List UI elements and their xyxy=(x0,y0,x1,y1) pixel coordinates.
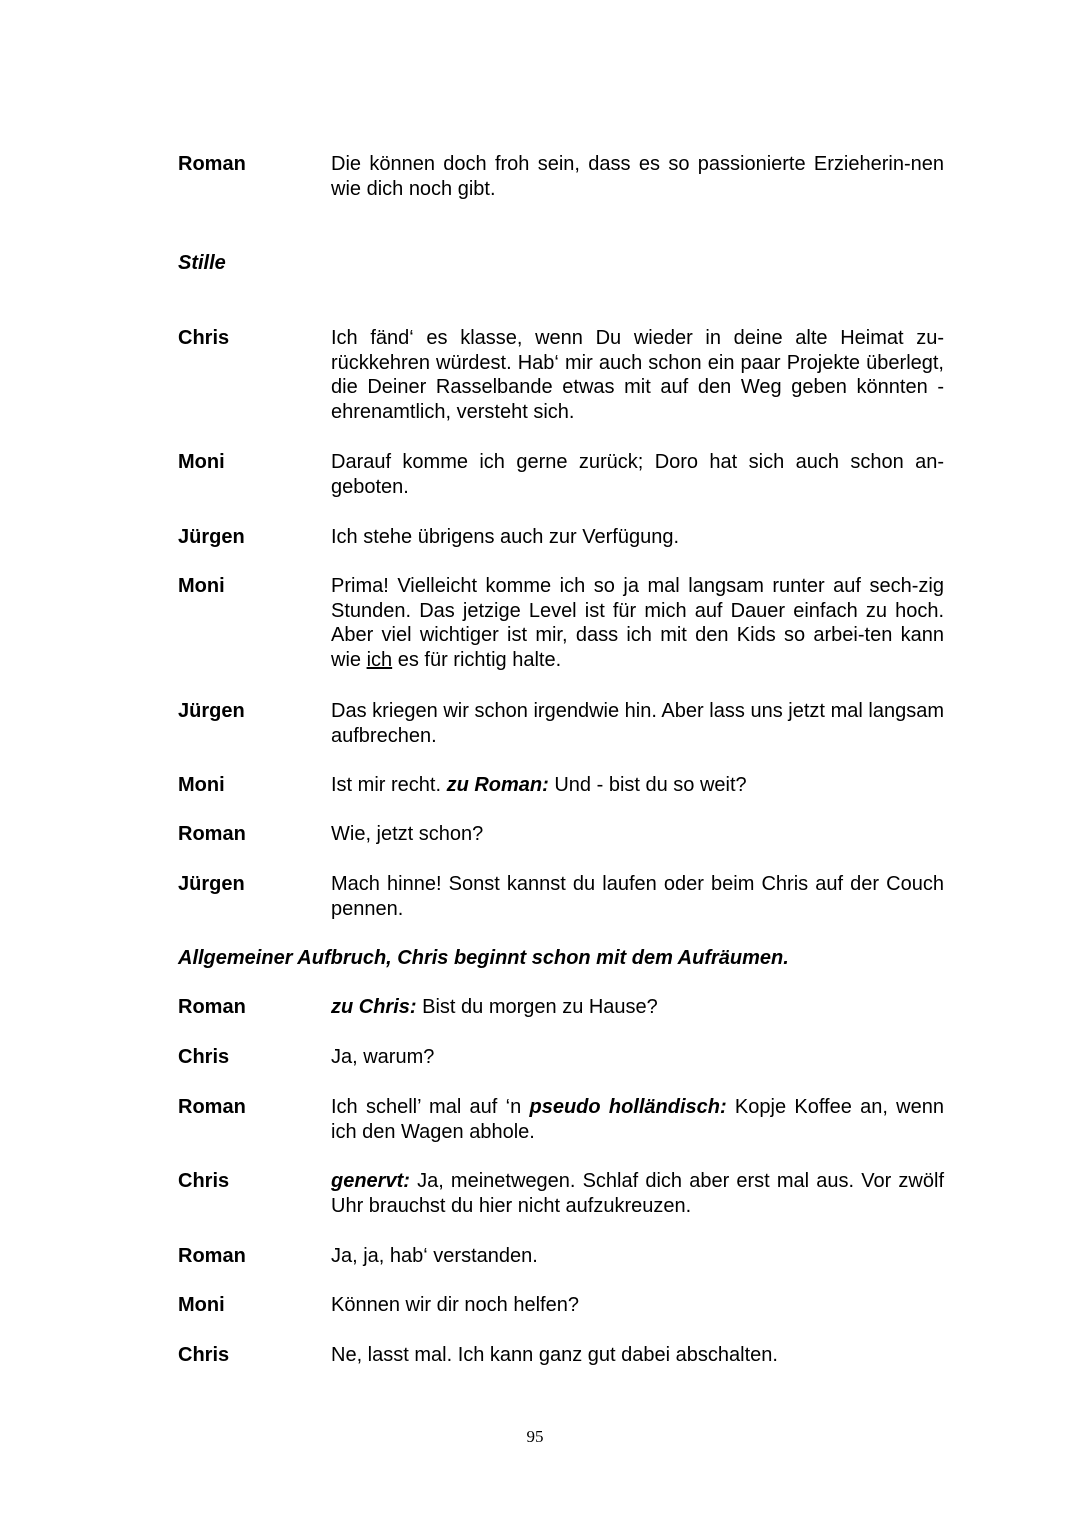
underlined-word: ich xyxy=(366,648,393,671)
text-segment: Ja, meinetwegen. Schlaf dich aber erst mal aus. Vor zwölf Uhr brauchst du hier nicht aufzukreuzen. xyxy=(331,1170,944,1217)
speaker-name: Roman xyxy=(178,1245,246,1267)
dialogue-text: Mach hinne! Sonst kannst du laufen oder beim Chris auf der Couch pennen. xyxy=(331,873,944,920)
speaker-name: Moni xyxy=(178,1294,225,1316)
dialogue-text xyxy=(331,1169,944,1218)
inline-stage-direction: zu Chris: xyxy=(331,996,417,1018)
dialogue-text: Können wir dir noch helfen? xyxy=(331,1294,579,1316)
speaker-name: Moni xyxy=(178,575,225,597)
speaker-name: Chris xyxy=(178,327,230,349)
speaker-name: Jürgen xyxy=(178,526,245,548)
inline-stage-direction: pseudo holländisch: xyxy=(529,1096,727,1118)
dialogue-text: Ja, ja, hab‘ verstanden. xyxy=(331,1245,538,1267)
speaker-name: Jürgen xyxy=(178,873,245,895)
dialogue-text: Darauf komme ich gerne zurück; Doro hat sich auch schon an-geboten. xyxy=(331,451,944,498)
dialogue-text xyxy=(331,773,944,798)
dialogue-text: Die können doch froh sein, dass es so passionierte Erzieherin-nen wie dich noch gibt. xyxy=(331,153,944,200)
dialogue-text: Ja, warum? xyxy=(331,1046,435,1068)
inline-stage-direction: zu Roman: xyxy=(446,774,549,796)
stage-direction: Allgemeiner Aufbruch, Chris beginnt schon mit dem Aufräumen. xyxy=(178,947,789,969)
speaker-name: Chris xyxy=(178,1344,230,1366)
text-segment: Und - bist du so weit? xyxy=(548,774,747,796)
text-segment: es für richtig halte. xyxy=(392,648,562,671)
speaker-name: Roman xyxy=(178,996,246,1018)
speaker-name: Moni xyxy=(178,451,225,473)
dialogue-text: Wie, jetzt schon? xyxy=(331,823,484,845)
speaker-name: Jürgen xyxy=(178,700,245,722)
speaker-name: Chris xyxy=(178,1170,230,1192)
dialogue-text: Ne, lasst mal. Ich kann ganz gut dabei abschalten. xyxy=(331,1344,778,1366)
speaker-name: Roman xyxy=(178,1096,246,1118)
stage-direction: Stille xyxy=(178,252,226,274)
speaker-name: Chris xyxy=(178,1046,230,1068)
dialogue-text xyxy=(331,574,944,672)
text-segment: Bist du morgen zu Hause? xyxy=(416,996,658,1018)
dialogue-text xyxy=(331,1095,944,1144)
inline-stage-direction: genervt: xyxy=(331,1170,410,1192)
text-segment: Ich schell’ mal auf ‘n xyxy=(331,1096,530,1118)
dialogue-text: Ich fänd‘ es klasse, wenn Du wieder in deine alte Heimat zu-rückkehren würdest. Hab‘ mir auch schon ein paar Projekte überlegt, die Deiner Rasselbande etwas mit auf den Weg geben könnten - ehrenamtlich, versteht sich. xyxy=(331,327,944,423)
dialogue-text xyxy=(331,995,944,1020)
speaker-name: Moni xyxy=(178,774,225,796)
speaker-name: Roman xyxy=(178,823,246,845)
page-number: 95 xyxy=(526,1427,544,1446)
text-segment: Ist mir recht. xyxy=(331,774,447,796)
speaker-name: Roman xyxy=(178,153,246,175)
dialogue-text: Das kriegen wir schon irgendwie hin. Aber lass uns jetzt mal langsam aufbrechen. xyxy=(331,700,944,747)
text-segment: Kopje Koffee an, wenn ich den Wagen abhole. xyxy=(331,1096,944,1143)
text-segment: Prima! Vielleicht komme ich so ja mal langsam runter auf sech-zig Stunden. Das jetzige Level ist für mich auf Dauer einfach zu hoch. Aber viel wichtiger ist mir, dass ich mit den Kids so arbei-ten kann wie xyxy=(331,575,944,671)
dialogue-text: Ich stehe übrigens auch zur Verfügung. xyxy=(331,526,680,548)
